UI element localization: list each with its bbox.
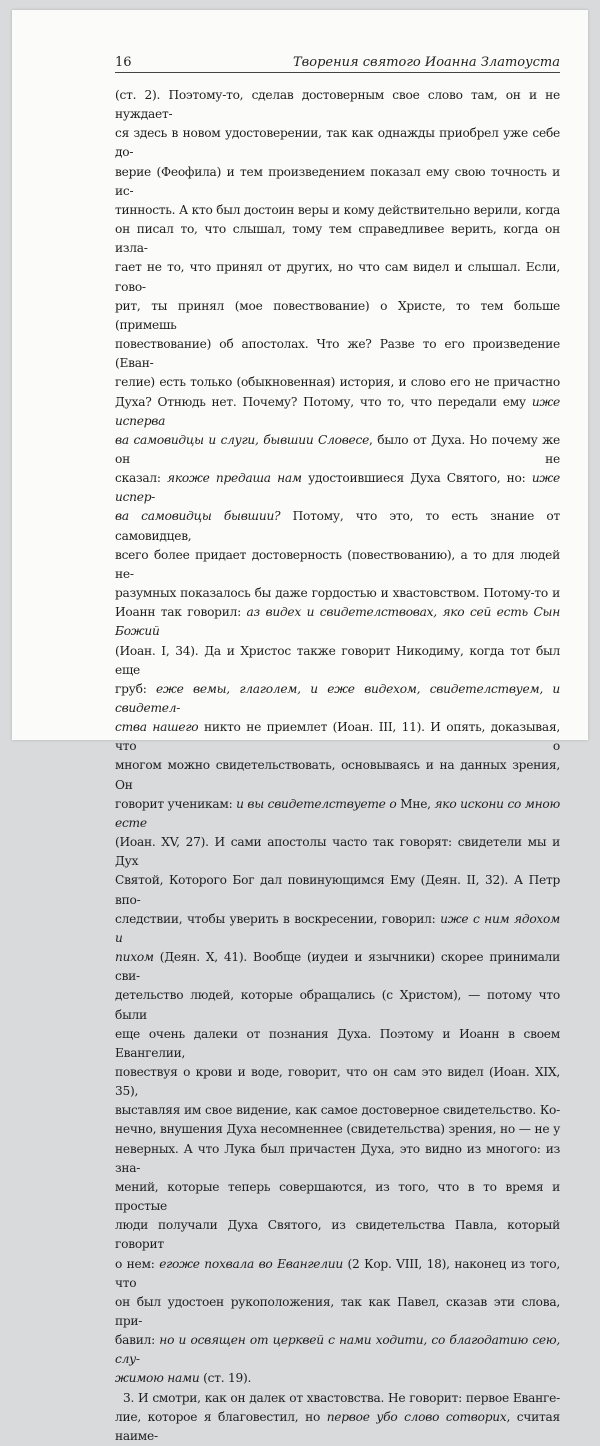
italic-quote: ва самовидцы бывшии? <box>115 509 281 524</box>
text-line <box>115 469 560 507</box>
text-line <box>115 871 560 909</box>
italic-quote: жимою нами <box>115 1371 200 1386</box>
italic-quote: и вы свидетелствуете о <box>236 796 397 811</box>
text-run: удостоившиеся Духа Святого, но: <box>301 471 532 486</box>
text-run: Иоанн так говорил: <box>115 605 247 620</box>
text-line <box>115 373 560 392</box>
page-number: 16 <box>115 55 132 70</box>
text-line <box>115 680 560 718</box>
text-run: всего более придает достоверность (повествованию), а то для людей не- <box>115 547 560 581</box>
text-line <box>115 756 560 794</box>
text-run: Духа? Отнюдь нет. Почему? Потому, что то, что передали ему <box>115 394 532 409</box>
text-run: следствии, чтобы уверить в воскресении, говорил: <box>115 911 441 926</box>
text-run: (Иоан. XV, 27). И сами апостолы часто так говорят: свидетели мы и Дух <box>115 835 560 869</box>
italic-quote: иже испер- <box>115 471 560 505</box>
text-line <box>115 335 560 373</box>
text-run: сказал: <box>115 471 168 486</box>
text-line <box>115 1255 560 1293</box>
text-run: лие, которое я благовестил, но <box>115 1409 327 1424</box>
text-run: люди получали Духа Святого, из свидетельства Павла, который говорит <box>115 1218 560 1252</box>
body-text <box>115 86 560 1446</box>
italic-quote: иже исперва <box>115 394 560 428</box>
text-line <box>115 393 560 431</box>
italic-quote: первое убо слово сотворих <box>326 1409 507 1424</box>
running-header <box>115 48 560 73</box>
text-line <box>115 948 560 986</box>
text-line <box>115 507 560 545</box>
text-run: еще очень далеки от познания Духа. Поэтому и Иоанн в своем Евангелии, <box>115 1026 560 1060</box>
text-line <box>115 1369 560 1388</box>
text-run: никто не приемлет (Иоан. III, 11). И опять, доказывая, что о <box>115 720 561 754</box>
text-line <box>115 910 560 948</box>
running-title: Творения святого Иоанна Златоуста <box>293 55 560 70</box>
text-line <box>115 163 560 201</box>
text-line <box>115 1389 560 1408</box>
text-run: 3. И смотри, как он далек от хвастовства. Не говорит: первое Еванге- <box>123 1390 560 1405</box>
text-run: детельство людей, которые обращались (с Христом), — потому что были <box>115 988 560 1022</box>
text-run: разумных показалось бы даже гордостью и хвастовством. Потому-то и <box>115 586 560 601</box>
text-line <box>115 642 560 680</box>
text-line <box>115 86 560 124</box>
text-run: Мне, <box>396 796 435 811</box>
italic-quote: яко искони со мною есте <box>115 796 560 830</box>
text-line <box>115 220 560 258</box>
italic-quote: якоже предаша нам <box>167 471 302 486</box>
text-run: тинность. А кто был достоин веры и кому действительно верили, когда <box>115 202 560 217</box>
text-run: верие (Феофила) и тем произведением показал ему свою точность и ис- <box>115 164 560 198</box>
text-run: (ст. 19). <box>199 1371 252 1386</box>
text-run: Святой, Которого Бог дал повинующимся Ему (Деян. II, 32). А Петр впо- <box>115 873 560 907</box>
text-run: , считая наиме- <box>115 1409 560 1443</box>
text-run: о нем: <box>115 1256 160 1271</box>
text-run: (Деян. X, 41). Вообще (иудеи и язычники) скорее принимали сви- <box>115 950 560 984</box>
italic-quote: ства нашего <box>115 720 199 735</box>
text-line <box>115 1101 560 1120</box>
text-run: гает не то, что принял от других, но что сам видел и слышал. Если, гово- <box>115 260 560 294</box>
text-run: многом можно свидетельствовать, основываясь и на данных зрения, Он <box>115 758 560 792</box>
text-line <box>115 124 560 162</box>
text-line <box>115 297 560 335</box>
text-line <box>115 1331 560 1369</box>
text-run: ся здесь в новом удостоверении, так как однажды приобрел уже себе до- <box>115 126 560 160</box>
text-run: , было от Духа. Но почему же он не <box>115 432 561 466</box>
text-run: он писал то, что слышал, тому тем справедливее верить, когда он излa- <box>115 222 560 256</box>
text-run: повествуя о крови и воде, говорит, что он сам это видел (Иоан. XIX, 35), <box>115 1064 560 1099</box>
text-run: рит, ты принял (мое повествование) о Христе, то тем больше (примешь <box>115 298 560 332</box>
text-line <box>115 258 560 296</box>
text-run: бавил: <box>115 1333 160 1348</box>
text-run: (2 Кор. VIII, 18), наконец из того, что <box>115 1256 560 1290</box>
text-line <box>115 201 560 220</box>
text-run: повествование) об апостолах. Что же? Разве то его произведение (Еван- <box>115 337 560 371</box>
text-run: выставляя им свое видение, как самое достоверное свидетельство. Ко- <box>115 1103 560 1118</box>
text-run: нечно, внушения Духа несомненнее (свидетельства) зрения, но — не у <box>115 1122 560 1137</box>
text-line <box>115 603 560 641</box>
text-run: (ст. 2). Поэтому-то, сделав достоверным свое слово там, он и не нуждает- <box>115 88 560 122</box>
book-page <box>12 10 588 1443</box>
text-run: (Иоан. I, 34). Да и Христос также говорит Никодиму, когда тот был еще <box>115 643 560 677</box>
italic-quote: иже с ним ядохом и <box>115 911 561 945</box>
text-line <box>115 1178 560 1216</box>
text-line <box>115 546 560 584</box>
text-run: мений, которые теперь совершаются, из того, что в то время и простые <box>115 1179 560 1214</box>
text-line <box>115 584 560 603</box>
italic-quote: ва самовидцы и слуги, бывшии Словесе <box>115 432 370 447</box>
text-line <box>115 1408 560 1446</box>
text-line <box>115 1120 560 1139</box>
text-line <box>115 795 560 833</box>
text-line <box>115 1216 560 1254</box>
text-run: Потому, что это, то есть знание от самовидцев, <box>115 509 560 543</box>
italic-quote: еже вемы, глаголем, и еже видехом, свидетелствуем, и свидетел- <box>115 681 560 715</box>
text-line <box>115 1140 560 1178</box>
text-run: груб: <box>115 681 156 696</box>
text-line <box>115 431 560 469</box>
text-line <box>115 1025 560 1063</box>
italic-quote: но и освящен от церквей с нами ходити, со благодатию сею, слу- <box>115 1333 560 1367</box>
text-run: он был удостоен рукоположения, так как Павел, сказав эти слова, при- <box>115 1294 560 1328</box>
text-line <box>115 986 560 1024</box>
text-line <box>115 718 560 756</box>
text-run: гелие) есть только (обыкновенная) история, и слово его не причастно <box>115 375 560 390</box>
text-line <box>115 833 560 871</box>
text-run: неверных. А что Лука был причастен Духа, это видно из многого: из зна- <box>115 1141 560 1175</box>
text-line <box>115 1063 560 1101</box>
text-run: говорит ученикам: <box>115 796 237 811</box>
text-line <box>115 1293 560 1331</box>
italic-quote: егоже похвала во Евангелии <box>159 1256 343 1271</box>
italic-quote: аз видех и свидетелствовах, яко сей есть Сын Божий <box>115 605 561 639</box>
italic-quote: пихом <box>115 950 154 965</box>
